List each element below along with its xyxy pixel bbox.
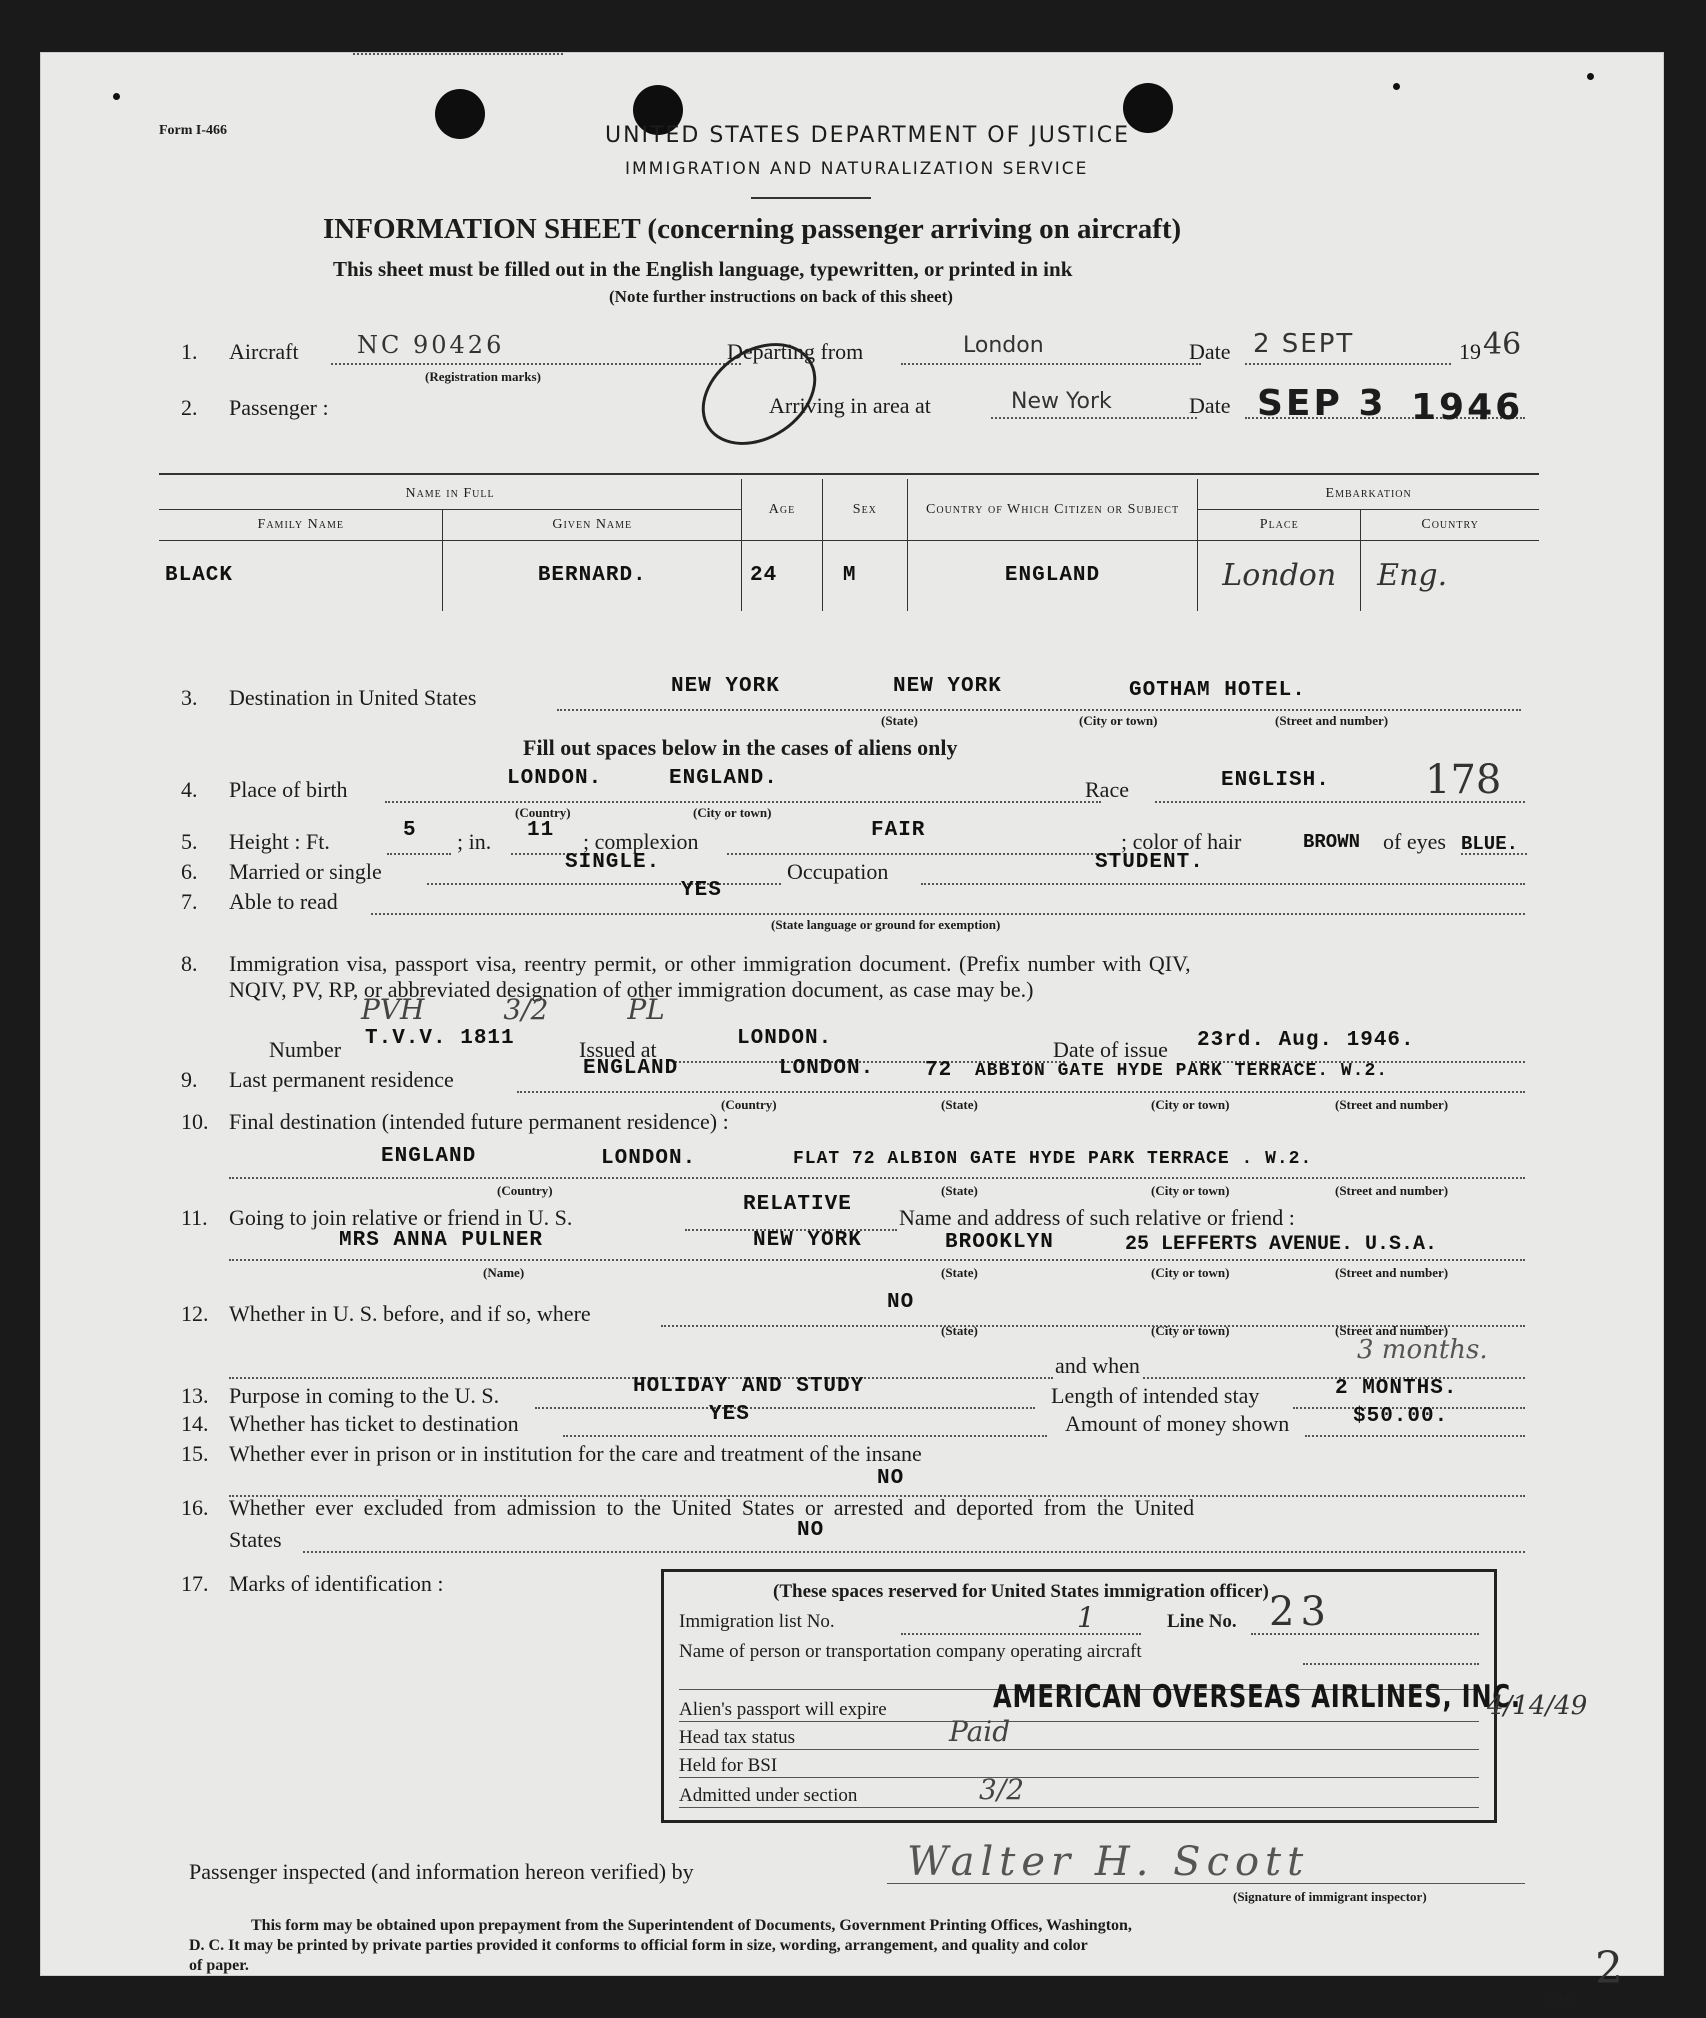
document-hand-note: PVH 3/2 PL <box>361 993 665 1026</box>
money-line <box>1305 1435 1525 1437</box>
passport-line <box>679 1721 1479 1722</box>
passport-expire-hand: 4/14/49 <box>1487 1691 1588 1721</box>
depart-year-suffix: 46 <box>1483 327 1522 362</box>
punch-hole-left <box>435 89 485 139</box>
purpose-value: HOLIDAY AND STUDY <box>633 1375 865 1398</box>
bsi-label: Held for BSI <box>679 1755 778 1776</box>
final-destination-city: FLAT 72 ALBION GATE HYDE PARK TERRACE . W.2. <box>793 1149 1313 1169</box>
number-line <box>353 53 563 55</box>
sex-cell: M <box>822 541 907 611</box>
relative-city: BROOKLYN <box>945 1231 1054 1254</box>
prison-label: Whether ever in prison or in institution for the care and treatment of the insane <box>229 1441 922 1466</box>
form-subtitle: This sheet must be filled out in the English language, typewritten, or printed in ink <box>333 257 1073 281</box>
destination-city: NEW YORK <box>893 675 1002 698</box>
purpose-line <box>535 1407 1035 1409</box>
form-page <box>40 52 1664 2004</box>
service-name: IMMIGRATION AND NATURALIZATION SERVICE <box>625 159 1089 179</box>
destination-street-caption: (Street and number) <box>1275 713 1389 728</box>
departing-line <box>901 363 1201 365</box>
number-label: Number <box>269 1037 342 1062</box>
head-tax-label: Head tax status <box>679 1727 796 1748</box>
aliens-only-heading: Fill out spaces below in the cases of aliens only <box>523 735 958 760</box>
birthplace-city: ENGLAND. <box>669 767 778 790</box>
given-name-cell: BERNARD. <box>443 541 742 611</box>
final-country-caption: (Country) <box>497 1183 553 1198</box>
destination-line <box>557 709 1521 711</box>
header-country: Country <box>1361 510 1539 541</box>
footer-line1: This form may be obtained upon prepayment from the Superintendent of Documents, Government Printing Offices, Washington, <box>251 1917 1132 1934</box>
passenger-label: Passenger : <box>229 395 329 420</box>
race-code: 178 <box>1425 757 1502 803</box>
residence-country-caption: (Country) <box>721 1097 777 1112</box>
occupation-label: Occupation <box>787 859 889 884</box>
issued-label: Issued at <box>579 1037 657 1062</box>
and-when-line <box>1143 1377 1525 1379</box>
and-when-label: and when <box>1055 1353 1140 1378</box>
punch-hole-right <box>1123 83 1173 133</box>
q14-number: 14. <box>181 1411 209 1436</box>
table-top-rule <box>159 473 1539 475</box>
marital-label: Married or single <box>229 859 382 884</box>
issued-value: LONDON. <box>737 1027 833 1050</box>
excluded-text-line1: Whether ever excluded from admission to the United States or arrested and deported from the United <box>229 1495 1195 1520</box>
immigration-list-line <box>901 1633 1141 1635</box>
relative-city-caption: (City or town) <box>1151 1265 1230 1280</box>
family-name-cell: BLACK <box>159 541 443 611</box>
hair-value: BROWN <box>1303 831 1361 853</box>
admitted-hand: 3/2 <box>979 1773 1025 1806</box>
header-embarkation: Embarkation <box>1198 479 1539 510</box>
q5-number: 5. <box>181 829 198 854</box>
race-value: ENGLISH. <box>1221 769 1330 792</box>
residence-street: ABBION GATE HYDE PARK TERRACE. W.2. <box>975 1061 1389 1081</box>
q2-number: 2. <box>181 395 198 420</box>
previous-city-caption: (City or town) <box>1151 1323 1230 1338</box>
q12-number: 12. <box>181 1301 209 1326</box>
excluded-text-line2: States <box>229 1527 282 1552</box>
header-place: Place <box>1198 510 1361 541</box>
occupation-line <box>921 883 1525 885</box>
departing-value: London <box>963 333 1044 358</box>
header-given-name: Given Name <box>443 510 742 541</box>
depart-date-line <box>1245 363 1451 365</box>
join-value: RELATIVE <box>743 1193 852 1216</box>
header-age: Age <box>742 479 823 541</box>
final-street-caption: (Street and number) <box>1335 1183 1449 1198</box>
height-inches: 11 <box>527 819 555 842</box>
registration-caption: (Registration marks) <box>425 369 541 384</box>
aircraft-value: NC 90426 <box>357 331 505 359</box>
head-tax-hand: Paid <box>949 1715 1011 1748</box>
depart-date-label: Date <box>1189 339 1231 364</box>
race-label: Race <box>1085 777 1129 802</box>
printer-mark: HJ&AL <box>1543 1993 1578 2004</box>
form-title: INFORMATION SHEET (concerning passenger arriving on aircraft) <box>323 213 1182 245</box>
age-cell: 24 <box>742 541 823 611</box>
line-no-value: 23 <box>1269 1589 1332 1635</box>
ticket-value: YES <box>709 1403 750 1426</box>
officer-box-title: (These spaces reserved for United States immigration officer) <box>773 1581 1269 1602</box>
height-label: Height : Ft. <box>229 829 330 854</box>
q4-number: 4. <box>181 777 198 802</box>
final-destination-country: ENGLAND <box>381 1145 477 1168</box>
ticket-line <box>563 1435 1047 1437</box>
relative-name: MRS ANNA PULNER <box>339 1229 544 1252</box>
eyes-value: BLUE. <box>1461 833 1519 855</box>
residence-label: Last permanent residence <box>229 1067 454 1092</box>
aircraft-label: Aircraft <box>229 339 299 364</box>
marks-label: Marks of identification : <box>229 1571 444 1596</box>
arriving-label: Arriving in area at <box>769 393 931 418</box>
previous-street-caption: (Street and number) <box>1335 1323 1449 1338</box>
header-rule <box>751 197 871 199</box>
birthplace-city-caption: (City or town) <box>693 805 772 820</box>
final-city-caption: (City or town) <box>1151 1183 1230 1198</box>
operator-label: Name of person or transportation company operating aircraft <box>679 1641 1142 1662</box>
ink-speck <box>1587 73 1594 80</box>
eyes-label: of eyes <box>1383 829 1446 854</box>
and-when-hand: 3 months. <box>1357 1335 1488 1365</box>
residence-country: ENGLAND <box>583 1057 679 1080</box>
form-number: Form I-466 <box>159 123 228 138</box>
q10-number: 10. <box>181 1109 209 1134</box>
height-ft-line <box>387 853 451 855</box>
excluded-line <box>303 1551 1525 1553</box>
depart-date: 2 SEPT <box>1253 329 1355 359</box>
departing-label: Departing from <box>727 339 864 364</box>
destination-street: GOTHAM HOTEL. <box>1129 679 1306 702</box>
admitted-line <box>679 1807 1479 1808</box>
final-state-caption: (State) <box>941 1183 978 1198</box>
final-destination-state: LONDON. <box>601 1147 697 1170</box>
country-citizen-cell: ENGLAND <box>907 541 1198 611</box>
residence-state: LONDON. <box>779 1057 875 1080</box>
passenger-table <box>159 479 1539 611</box>
immigration-list-label: Immigration list No. <box>679 1611 835 1632</box>
arriving-line <box>991 417 1197 419</box>
birthplace-country: LONDON. <box>507 767 603 790</box>
residence-street-caption: (Street and number) <box>1335 1097 1449 1112</box>
q7-number: 7. <box>181 889 198 914</box>
name-address-label: Name and address of such relative or friend : <box>899 1205 1295 1230</box>
purpose-label: Purpose in coming to the U. S. <box>229 1383 500 1408</box>
relative-name-caption: (Name) <box>483 1265 525 1280</box>
previous-state-caption: (State) <box>941 1323 978 1338</box>
header-sex: Sex <box>822 479 907 541</box>
read-caption: (State language or ground for exemption) <box>771 917 1001 932</box>
occupation-value: STUDENT. <box>1095 851 1204 874</box>
q13-number: 13. <box>181 1383 209 1408</box>
join-label: Going to join relative or friend in U. S. <box>229 1205 573 1230</box>
stay-value: 2 MONTHS. <box>1335 1377 1458 1400</box>
admitted-label: Admitted under section <box>679 1785 858 1806</box>
marital-value: SINGLE. <box>565 851 661 874</box>
department-name: UNITED STATES DEPARTMENT OF JUSTICE <box>605 123 1131 148</box>
relative-state-caption: (State) <box>941 1265 978 1280</box>
birthplace-country-caption: (Country) <box>515 805 571 820</box>
header-country-citizen: Country of Which Citizen or Subject <box>907 479 1198 541</box>
embark-place-cell: London <box>1198 541 1361 611</box>
final-destination-label: Final destination (intended future permanent residence) : <box>229 1109 729 1134</box>
header-name-in-full: Name in Full <box>159 479 742 510</box>
destination-state: NEW YORK <box>671 675 780 698</box>
inspector-signature: Walter H. Scott <box>907 1839 1310 1885</box>
arrive-date: SEP 3 <box>1257 383 1387 424</box>
money-value: $50.00. <box>1353 1405 1449 1428</box>
signature-caption: (Signature of immigrant inspector) <box>1233 1889 1427 1904</box>
q9-number: 9. <box>181 1067 198 1092</box>
aircraft-line <box>331 363 741 365</box>
q1-number: 1. <box>181 339 198 364</box>
relative-street: 25 LEFFERTS AVENUE. U.S.A. <box>1125 1233 1438 1256</box>
money-label: Amount of money shown <box>1065 1411 1290 1436</box>
arriving-value: New York <box>1011 389 1112 414</box>
q6-number: 6. <box>181 859 198 884</box>
operator-line <box>1303 1663 1479 1665</box>
bsi-line <box>679 1777 1479 1778</box>
arrive-date-label: Date <box>1189 393 1231 418</box>
relative-state: NEW YORK <box>753 1229 862 1252</box>
date-issue-value: 23rd. Aug. 1946. <box>1197 1029 1415 1052</box>
complexion-line <box>727 853 1117 855</box>
q3-number: 3. <box>181 685 198 710</box>
embark-country-cell: Eng. <box>1361 541 1539 611</box>
line-no-label: Line No. <box>1167 1611 1237 1632</box>
passport-expire-label: Alien's passport will expire <box>679 1699 887 1720</box>
prison-value: NO <box>877 1467 905 1490</box>
complexion-value: FAIR <box>871 819 926 842</box>
inches-label: ; in. <box>457 829 492 854</box>
arrive-year: 1946 <box>1411 387 1524 428</box>
q17-number: 17. <box>181 1571 209 1596</box>
read-line <box>371 913 1525 915</box>
immigration-list-value: 1 <box>1077 1601 1095 1634</box>
form-note: (Note further instructions on back of this sheet) <box>609 287 953 306</box>
previous-visit-value: NO <box>887 1291 915 1314</box>
previous-visit-label: Whether in U. S. before, and if so, where <box>229 1301 591 1326</box>
footer-line2: D. C. It may be printed by private parties provided it conforms to official form in size, wording, arrangement, and quality and color <box>189 1937 1088 1954</box>
stay-label: Length of intended stay <box>1051 1383 1260 1408</box>
q8-number: 8. <box>181 951 198 976</box>
header-family-name: Family Name <box>159 510 443 541</box>
document-text-line2: NQIV, PV, RP, or abbreviated designation of other immigration document, as case may be.) <box>229 977 1034 1002</box>
page-mark: 2 <box>1595 1943 1623 1994</box>
read-value: YES <box>681 879 722 902</box>
airline-stamp: AMERICAN OVERSEAS AIRLINES, INC. <box>993 1679 1521 1715</box>
relative-street-caption: (Street and number) <box>1335 1265 1449 1280</box>
depart-year-prefix: 19 <box>1459 339 1481 364</box>
ink-speck <box>1393 83 1400 90</box>
footer-line3: of paper. <box>189 1957 249 1974</box>
marital-line <box>427 883 781 885</box>
inspection-label: Passenger inspected (and information hereon verified) by <box>189 1859 694 1884</box>
residence-line <box>517 1091 1525 1093</box>
destination-city-caption: (City or town) <box>1079 713 1158 728</box>
read-label: Able to read <box>229 889 338 914</box>
document-text-line1: Immigration visa, passport visa, reentry permit, or other immigration document. (Prefix number with QIV, <box>229 951 1191 976</box>
date-issue-label: Date of issue <box>1053 1037 1168 1062</box>
excluded-value: NO <box>797 1519 825 1542</box>
number-value: T.V.V. 1811 <box>365 1027 515 1050</box>
destination-label: Destination in United States <box>229 685 477 710</box>
complexion-label: ; complexion <box>583 829 699 854</box>
q15-number: 15. <box>181 1441 209 1466</box>
ticket-label: Whether has ticket to destination <box>229 1411 519 1436</box>
final-destination-line <box>229 1177 1525 1179</box>
head-tax-line <box>679 1749 1479 1750</box>
q16-number: 16. <box>181 1495 209 1520</box>
birthplace-line <box>385 801 1101 803</box>
residence-city: 72 <box>925 1059 953 1082</box>
residence-city-caption: (City or town) <box>1151 1097 1230 1112</box>
ink-speck <box>113 93 120 100</box>
birthplace-label: Place of birth <box>229 777 348 802</box>
hair-label: ; color of hair <box>1121 829 1242 854</box>
q11-number: 11. <box>181 1205 208 1230</box>
height-ft: 5 <box>403 819 417 842</box>
residence-state-caption: (State) <box>941 1097 978 1112</box>
relative-line <box>229 1259 1525 1261</box>
destination-state-caption: (State) <box>881 713 918 728</box>
